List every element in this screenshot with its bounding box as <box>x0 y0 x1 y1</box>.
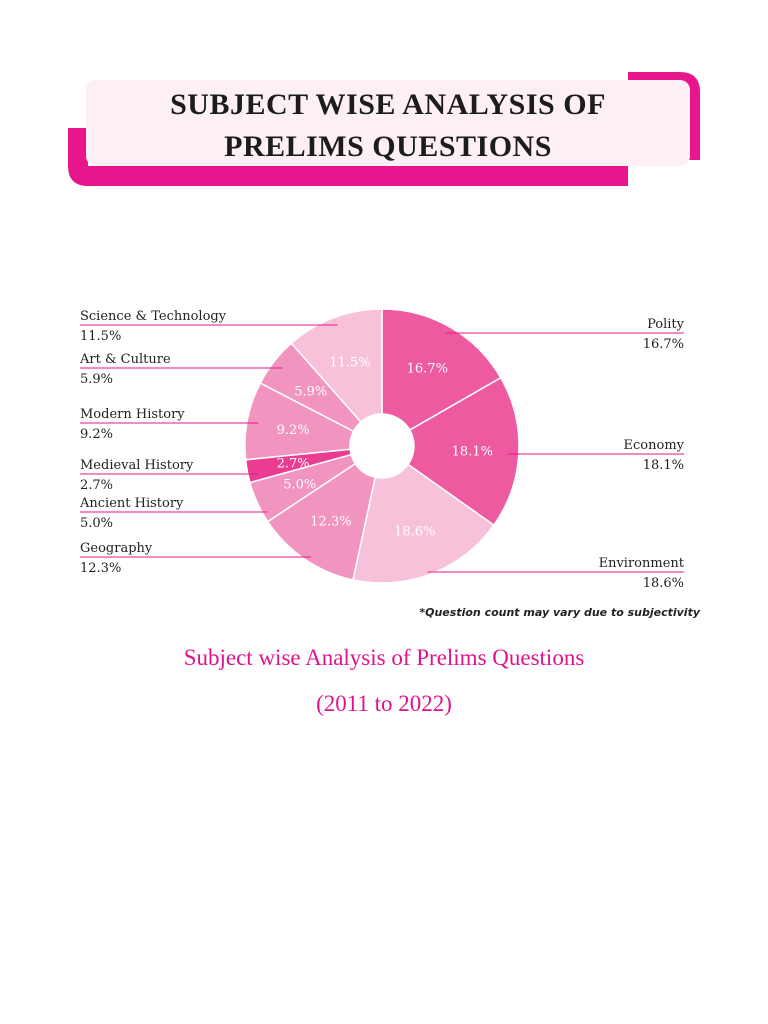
slice-label-geography: 12.3% <box>310 514 352 530</box>
legend-label-science-and-technology: Science & Technology <box>80 309 227 324</box>
legend-value-ancient-history: 5.0% <box>80 516 114 531</box>
legend-label-medieval-history: Medieval History <box>80 458 194 473</box>
slice-label-environment: 18.6% <box>394 524 436 540</box>
legend-value-polity: 16.7% <box>642 337 684 352</box>
page-title-line-2: PRELIMS QUESTIONS <box>224 130 552 163</box>
legend-value-geography: 12.3% <box>80 561 122 576</box>
legend-value-medieval-history: 2.7% <box>80 478 114 493</box>
legend-value-modern-history: 9.2% <box>80 427 114 442</box>
legend-label-economy: Economy <box>623 438 684 453</box>
legend-label-ancient-history: Ancient History <box>80 496 184 511</box>
slice-label-economy: 18.1% <box>451 444 493 460</box>
slice-label-art-and-culture: 5.9% <box>294 384 328 400</box>
caption-years: (2011 to 2022) <box>316 691 452 716</box>
legend-label-modern-history: Modern History <box>80 407 185 422</box>
legend-label-geography: Geography <box>80 541 153 556</box>
legend-label-art-and-culture: Art & Culture <box>80 352 171 367</box>
legend-value-environment: 18.6% <box>642 576 684 591</box>
footnote: *Question count may vary due to subjectivity <box>419 606 700 619</box>
legend-value-science-and-technology: 11.5% <box>80 329 122 344</box>
legend-value-economy: 18.1% <box>642 458 684 473</box>
legend-label-polity: Polity <box>647 317 684 332</box>
slice-label-polity: 16.7% <box>406 361 448 377</box>
legend-label-environment: Environment <box>598 556 684 571</box>
legend-value-art-and-culture: 5.9% <box>80 372 114 387</box>
page-title-line-1: SUBJECT WISE ANALYSIS OF <box>170 88 606 121</box>
caption-title: Subject wise Analysis of Prelims Questions <box>183 645 585 670</box>
slice-label-medieval-history: 2.7% <box>276 456 310 472</box>
slice-label-ancient-history: 5.0% <box>283 477 317 493</box>
slice-label-modern-history: 9.2% <box>276 423 310 439</box>
slice-label-science-and-technology: 11.5% <box>329 355 371 371</box>
